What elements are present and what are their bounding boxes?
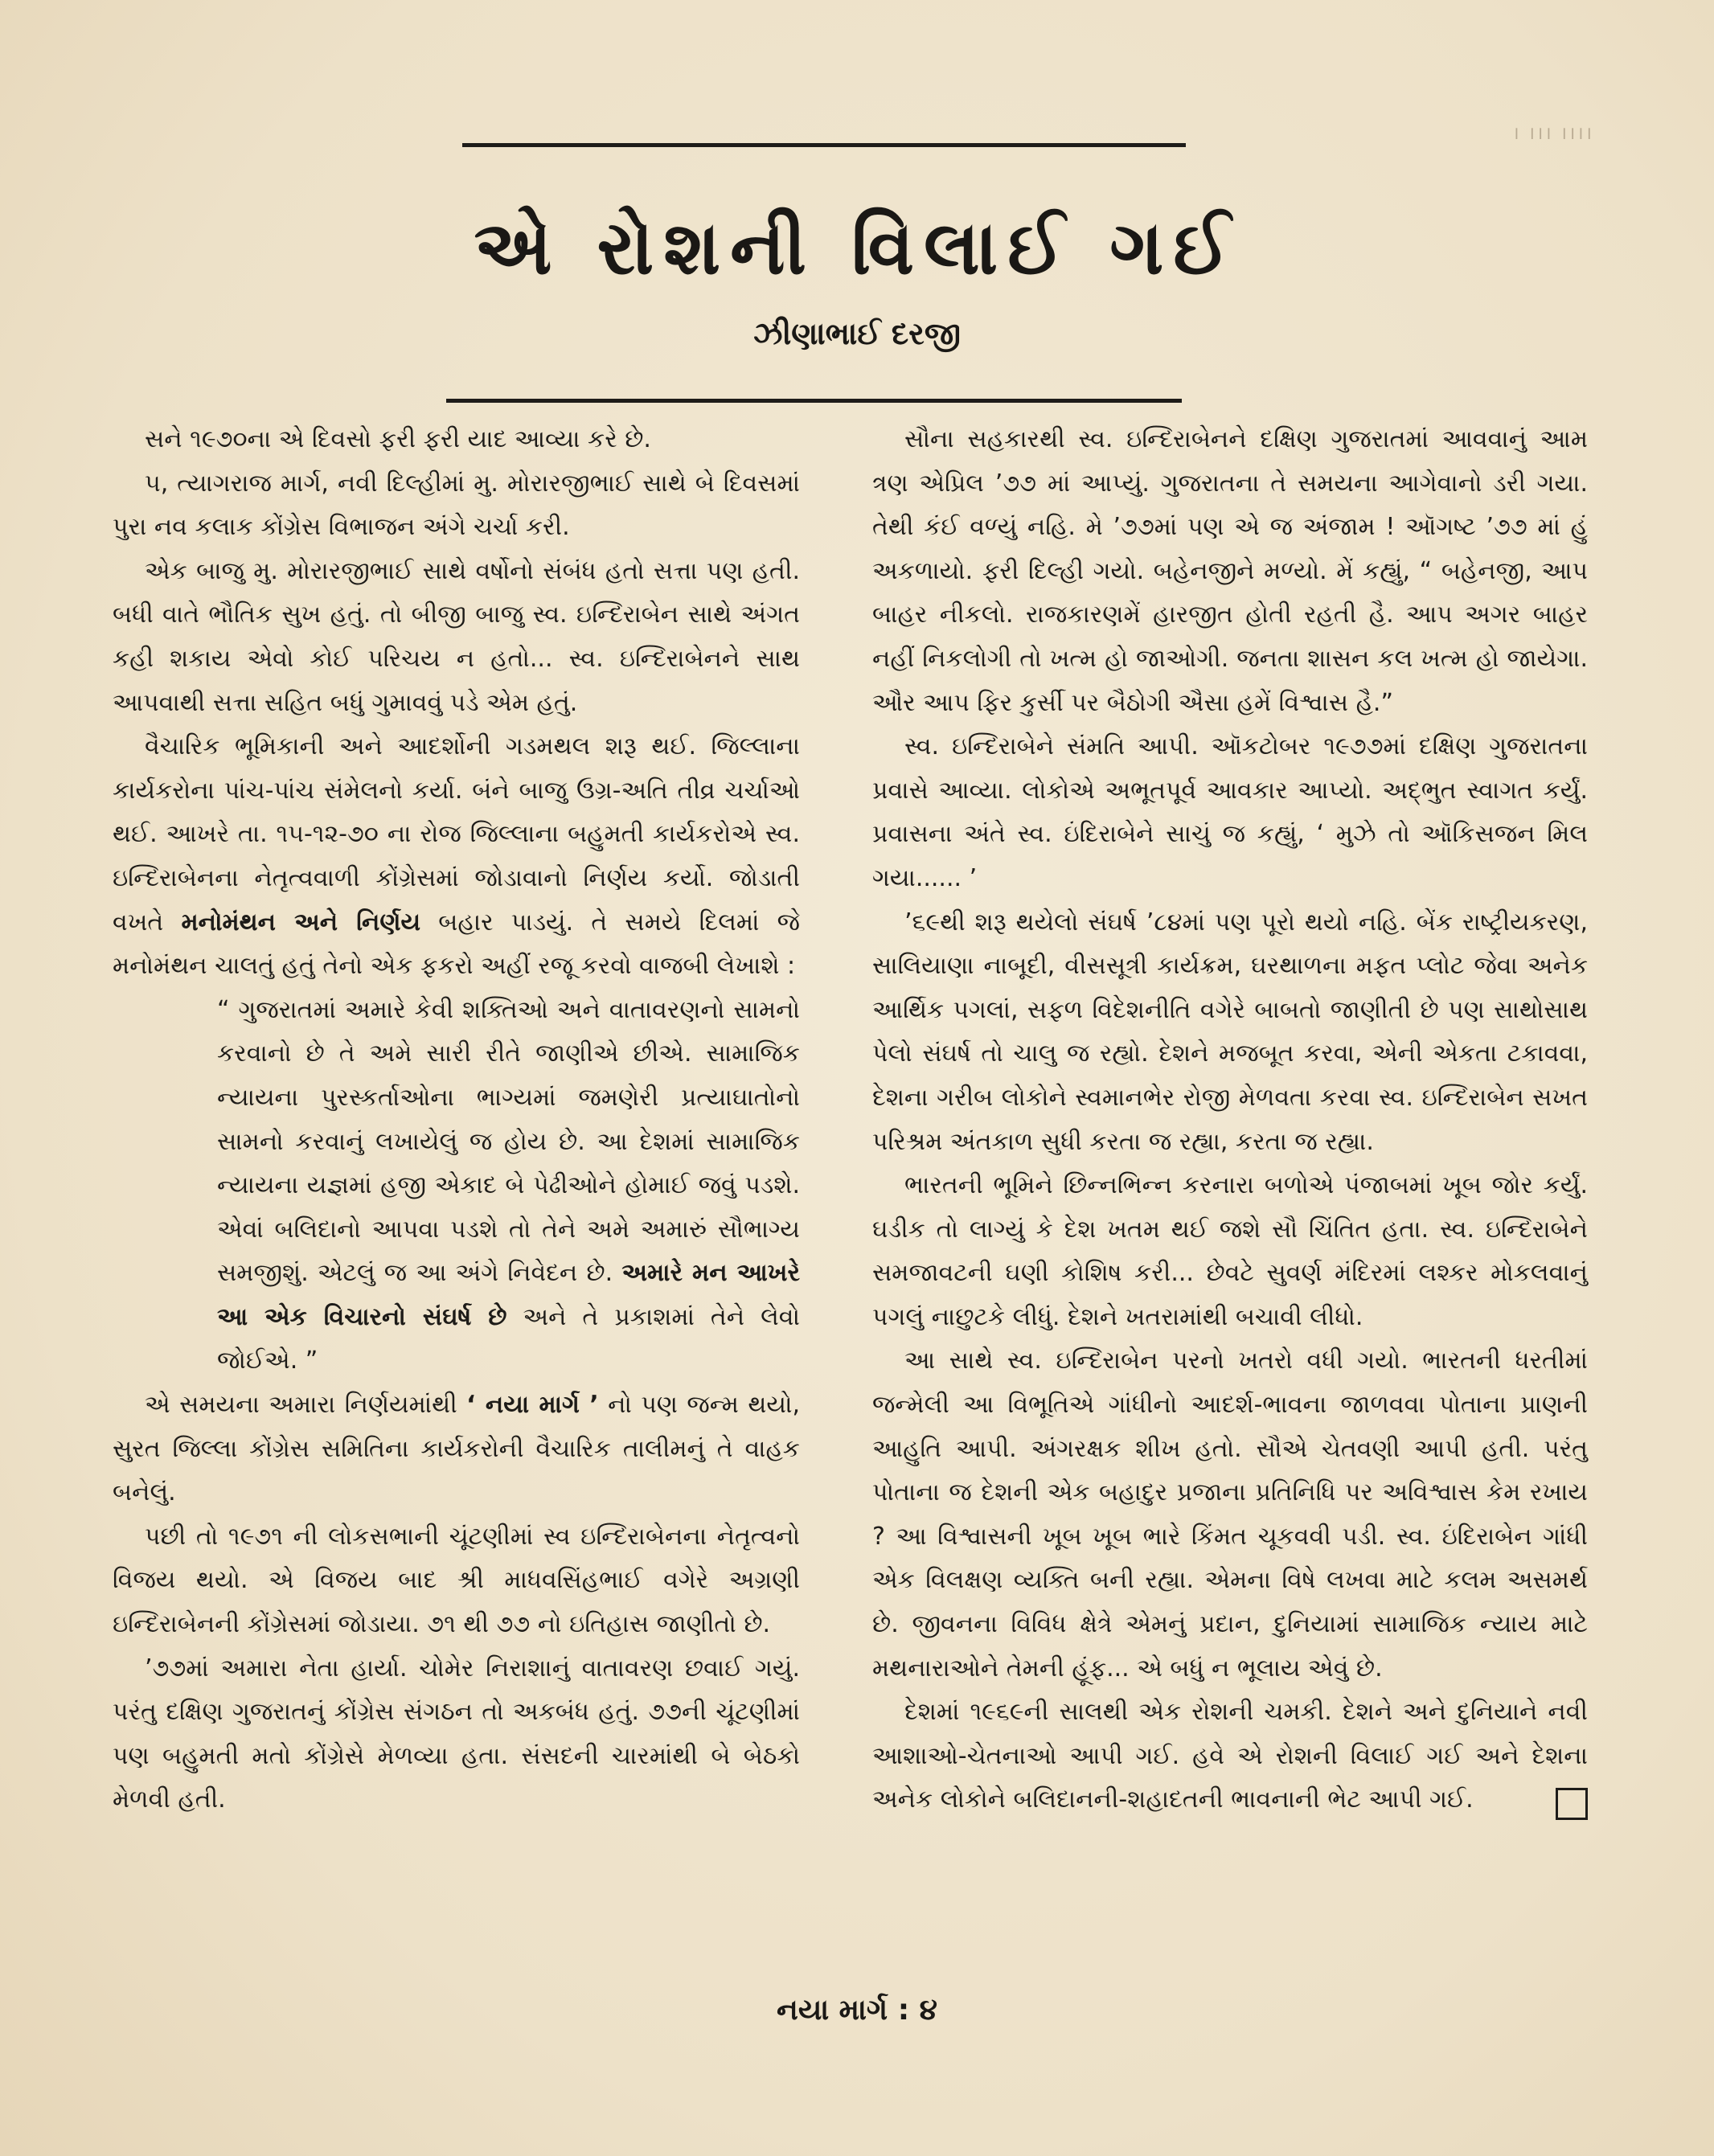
paragraph: આ સાથે સ્વ. ઇન્દિરાબેન પરનો ખતરો વધી ગયો. ભારતની ધરતીમાં જન્મેલી આ વિભૂતિએ ગાંધીનો આદર્શ-ભાવના જાળવવા પોતાના પ્રાણની આહુતિ આપી. અંગરક્ષક શીખ હતો. સૌએ ચેતવણી આપી હતી. પરંતુ પોતાના જ દેશની એક બહાદુર પ્રજાના પ્રતિનિધિ પર અવિશ્વાસ કેમ રખાય ? આ વિશ્વાસની ખૂબ ખૂબ ભારે કિંમત ચૂકવવી પડી. સ્વ. ઇંદિરાબેન ગાંધી એક વિલક્ષણ વ્યક્તિ બની રહ્યા. એમના વિષે લખવા માટે કલમ અસમર્થ છે. જીવનના વિવિધ ક્ષેત્રે એમનું પ્રદાન, દુનિયામાં સામાજિક ન્યાય માટે મથનારાઓને તેમની હૂંફ... એ બધું ન ભૂલાય એવું છે. bbox=[872, 1346, 1588, 1683]
paragraph: સૌના સહકારથી સ્વ. ઇન્દિરાબેનને દક્ષિણ ગુજરાતમાં આવવાનું આમ ત્રણ એપ્રિલ ’૭૭ માં આપ્યું. ગુજરાતના તે સમયના આગેવાનો ડરી ગયા. તેથી કંઈ વળ્યું નહિ. મે ’૭૭માં પણ એ જ અંજામ ! ઑગષ્ટ ’૭૭ માં હું અકળાયો. ફરી દિલ્હી ગયો. બહેનજીને મળ્યો. મેં કહ્યું, “ બહેનજી, આપ બાહર નીકલો. રાજકારણમેં હારજીત હોતી રહતી હૈ. આપ અગર બાહર નહીં નિકલોગી તો ખત્મ હો જાઓગી. જનતા શાસન કલ ખત્મ હો જાયેગા. ઔર આપ ફિર કુર્સી પર બૈઠોગી ઐસા હમેં વિશ્વાસ હૈ.” bbox=[872, 425, 1588, 717]
title-rule bbox=[446, 399, 1182, 403]
paragraph: ’૬૯થી શરૂ થયેલો સંઘર્ષ ’૮૪માં પણ પૂરો થયો નહિ. બેંક રાષ્ટ્રીયકરણ, સાલિયાણા નાબૂદી, વીસસૂત્રી કાર્યક્રમ, ઘરથાળના મફત પ્લોટ જેવા અનેક આર્થિક પગલાં, સફળ વિદેશનીતિ વગેરે બાબતો જાણીતી છે પણ સાથોસાથ પેલો સંઘર્ષ તો ચાલુ જ રહ્યો. દેશને મજબૂત કરવા, એની એકતા ટકાવવા, દેશના ગરીબ લોકોને સ્વમાનભેર રોજી મેળવતા કરવા સ્વ. ઇન્દિરાબેન સખત પરિશ્રમ અંતકાળ સુધી કરતા જ રહ્યા, કરતા જ રહ્યા. bbox=[872, 908, 1588, 1156]
paragraph bbox=[113, 1383, 800, 1515]
block-quote bbox=[217, 989, 800, 1383]
paragraph: પછી તો ૧૯૭૧ ની લોકસભાની ચૂંટણીમાં સ્વ ઇન્દિરાબેનના નેતૃત્વનો વિજય થયો. એ વિજય બાદ શ્રી માધવસિંહભાઈ વગેરે અગ્રણી ઇન્દિરાબેનની કોંગ્રેસમાં જોડાયા. ૭૧ થી ૭૭ નો ઇતિહાસ જાણીતો છે. bbox=[113, 1522, 800, 1639]
paragraph bbox=[872, 1691, 1588, 1822]
paragraph bbox=[113, 725, 800, 989]
left-column bbox=[113, 418, 800, 1822]
paragraph: ૫, ત્યાગરાજ માર્ગ, નવી દિલ્હીમાં મુ. મોરારજીભાઈ સાથે બે દિવસમાં પુરા નવ કલાક કોંગ્રેસ વિભાજન અંગે ચર્ચા કરી. bbox=[113, 469, 800, 542]
corner-scan-mark: । ।।। ।।।। bbox=[1512, 124, 1593, 144]
text-run: નો પણ જન્મ થયો, સુરત જિલ્લા કોંગ્રેસ સમિતિના કાર્યકરોની વૈચારિક તાલીમનું તે વાહક બનેલું. bbox=[113, 1391, 801, 1507]
bold-phrase: અમારે મન આખરે આ એક વિચારનો સંઘર્ષ છે bbox=[217, 1259, 800, 1331]
end-mark-icon bbox=[1556, 1788, 1588, 1820]
article-author: ઝીણાભાઈ દરજી bbox=[753, 316, 961, 351]
text-run: દેશમાં ૧૯૬૯ની સાલથી એક રોશની ચમકી. દેશને અને દુનિયાને નવી આશાઓ-ચેતનાઓ આપી ગઈ. હવે એ રોશની વિલાઈ ગઈ અને દેશના અનેક લોકોને બલિદાનની-શહાદતની ભાવનાની ભેટ આપી ગઈ. bbox=[872, 1698, 1588, 1814]
paragraph: એક બાજુ મુ. મોરારજીભાઈ સાથે વર્ષોનો સંબંધ હતો સત્તા પણ હતી. બધી વાતે ભૌતિક સુખ હતું. તો બીજી બાજુ સ્વ. ઇન્દિરાબેન સાથે અંગત કહી શકાય એવો કોઈ પરિચય ન હતો... સ્વ. ઇન્દિરાબેનને સાથ આપવાથી સત્તા સહિત બધું ગુમાવવું પડે એમ હતું. bbox=[113, 556, 800, 717]
right-column bbox=[872, 418, 1588, 1822]
page-footer: નયા માર્ગ : ૪ bbox=[777, 1994, 937, 2027]
paragraph: ભારતની ભૂમિને છિન્નભિન્ન કરનારા બળોએ પંજાબમાં ખૂબ જોર કર્યું. ઘડીક તો લાગ્યું કે દેશ ખતમ થઈ જશે સૌ ચિંતિત હતા. સ્વ. ઇન્દિરાબેને સમજાવટની ઘણી કોશિષ કરી... છેવટે સુવર્ણ મંદિરમાં લશ્કર મોકલવાનું પગલું નાછુટકે લીધું. દેશને ખતરામાંથી બચાવી લીધો. bbox=[872, 1171, 1588, 1331]
paragraph: સને ૧૯૭૦ના એ દિવસો ફરી ફરી યાદ આવ્યા કરે છે. bbox=[145, 425, 651, 453]
text-run: બહાર પાડયું. તે સમયે દિલમાં જે મનોમંથન ચાલતું હતું તેનો એક ફકરો અહીં રજૂ કરવો વાજબી લેખાશે : bbox=[113, 908, 801, 981]
publication-name: ‘ નયા માર્ગ ’ bbox=[466, 1391, 599, 1420]
text-run: અને તે પ્રકાશમાં તેને લેવો જોઈએ. ” bbox=[217, 1302, 800, 1375]
text-run: વૈચારિક ભૂમિકાની અને આદર્શોની ગડમથલ શરૂ થઈ. જિલ્લાના કાર્યકરોના પાંચ-પાંચ સંમેલનો કર્યા. બંને બાજુ ઉગ્ર-અતિ તીવ્ર ચર્ચાઓ થઈ. આખરે તા. ૧૫-૧૨-૭૦ ના રોજ જિલ્લાના બહુમતી કાર્યકરોએ સ્વ. ઇન્દિરાબેનના નેતૃત્વવાળી કોંગ્રેસમાં જોડાવાનો નિર્ણય કર્યો. જોડાતી વખતે bbox=[113, 732, 800, 937]
bold-phrase: મનોમંથન અને નિર્ણય bbox=[181, 908, 421, 937]
top-rule bbox=[462, 143, 1186, 147]
paragraph: સ્વ. ઇન્દિરાબેને સંમતિ આપી. ઑકટોબર ૧૯૭૭માં દક્ષિણ ગુજરાતના પ્રવાસે આવ્યા. લોકોએ અભૂતપૂર્વ આવકાર આપ્યો. અદ્ભુત સ્વાગત કર્યું. પ્રવાસના અંતે સ્વ. ઇંદિરાબેને સાચું જ કહ્યું, ‘ મુઝે તો ઑકિસજન મિલ ગયા...... ’ bbox=[872, 732, 1588, 892]
text-run: “ ગુજરાતમાં અમારે કેવી શક્તિઓ અને વાતાવરણનો સામનો કરવાનો છે તે અમે સારી રીતે જાણીએ છીએ. સામાજિક ન્યાયના પુરસ્કર્તાઓના ભાગ્યમાં જમણેરી પ્રત્યાઘાતોનો સામનો કરવાનું લખાયેલું જ હોય છે. આ દેશમાં સામાજિક ન્યાયના યજ્ઞમાં હજી એકાદ બે પેઢીઓને હોમાઈ જવું પડશે. એવાં બલિદાનો આપવા પડશે તો તેને અમે અમારું સૌભાગ્ય સમજીશું. એટલું જ આ અંગે નિવેદન છે. bbox=[217, 995, 800, 1288]
text-run: એ સમયના અમારા નિર્ણયમાંથી bbox=[145, 1391, 457, 1420]
paragraph: ’૭૭માં અમારા નેતા હાર્યા. ચોમેર નિરાશાનું વાતાવરણ છવાઈ ગયું. પરંતુ દક્ષિણ ગુજરાતનું કોંગ્રેસ સંગઠન તો અકબંધ હતું. ૭૭ની ચૂંટણીમાં પણ બહુમતી મતો કોંગ્રેસે મેળવ્યા હતા. સંસદની ચારમાંથી બે બેઠકો મેળવી હતી. bbox=[113, 1654, 800, 1814]
article-title: એ રોશની વિલાઈ ગઈ bbox=[474, 205, 1240, 291]
